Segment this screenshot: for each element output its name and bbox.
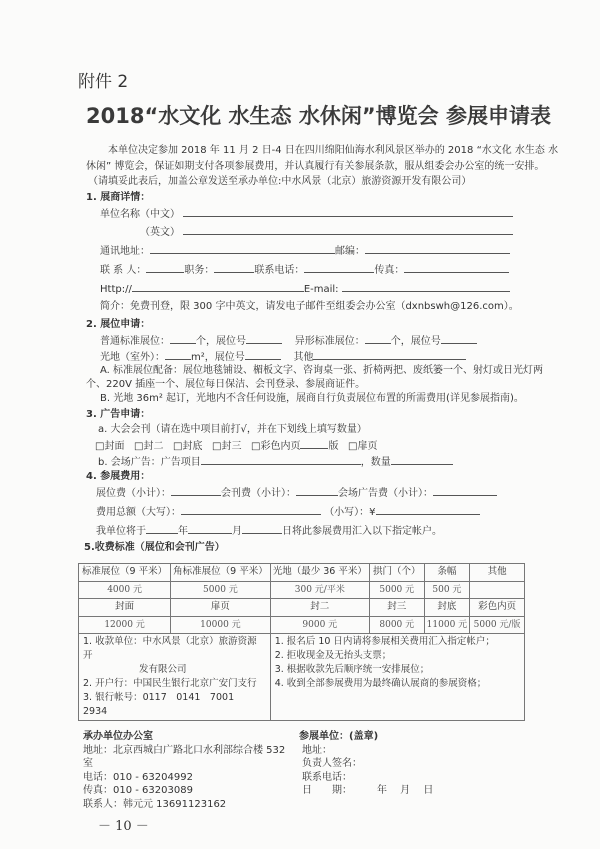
color-page-count[interactable]	[300, 438, 328, 449]
price-cell: 9000 元	[270, 616, 369, 634]
fax-label: 传真：	[374, 265, 405, 276]
contact-row	[100, 262, 509, 278]
price-cell: 4000 元	[79, 581, 171, 599]
table-header: 彩色内页	[470, 599, 525, 617]
price-cell: 10000 元	[171, 616, 271, 634]
pay-year[interactable]	[146, 523, 178, 534]
postcode-field[interactable]	[365, 243, 510, 254]
table-header: 角标准展位（9 平米）	[171, 564, 271, 582]
name-en-label: （英文）	[140, 227, 180, 238]
table-row	[79, 616, 525, 634]
year-label: 年	[178, 526, 188, 537]
price-cell: 5000 元	[171, 581, 271, 599]
term: 2. 拒收现金及无抬头支票；	[274, 650, 392, 661]
phone-field[interactable]	[304, 262, 374, 273]
table-row	[79, 564, 525, 582]
option-color-page[interactable]: □彩色内页	[251, 441, 301, 452]
price-cell	[470, 581, 525, 599]
table-header: 扉页	[171, 599, 271, 617]
option-flyleaf[interactable]: □扉页	[348, 441, 378, 452]
email-label: E-mail:	[303, 284, 339, 295]
total-label: 费用总额（大写）：	[96, 507, 181, 518]
price-cell: 500 元	[424, 581, 470, 599]
booth-row	[100, 333, 477, 349]
catalog-fee-field[interactable]	[296, 485, 338, 496]
venue-ad-field[interactable]	[201, 454, 361, 465]
footer	[78, 730, 525, 811]
organizer-address: 地址：北京西城白广路北口水利部综合楼 532 室	[83, 744, 286, 769]
land-no-label: m²，展位号	[191, 352, 245, 363]
lower-section	[78, 563, 525, 835]
venue-ad-row	[98, 454, 453, 470]
catalog-fee-label: 会刊费（小计）：	[221, 488, 296, 499]
name-en-field[interactable]	[183, 224, 513, 235]
note-a: A. 标准展位配备：展位地毯铺设、楣板文字、咨询桌一张、折椅两把、废纸篓一个、射灯或日光灯两	[100, 365, 544, 376]
address-label: 通讯地址：	[100, 246, 150, 257]
table-row	[79, 581, 525, 599]
table-header: 其他	[470, 564, 525, 582]
total-lower-field[interactable]	[376, 504, 480, 515]
price-cell: 12000 元	[79, 616, 171, 634]
fee-table	[78, 563, 525, 721]
page-unit: 版	[328, 441, 339, 452]
name-en-row	[140, 224, 513, 240]
total-row	[96, 504, 480, 520]
pay-label: 我单位将于	[96, 526, 146, 537]
http-label: Http://	[100, 284, 132, 295]
land-area[interactable]	[165, 349, 191, 360]
table-header: 封面	[79, 599, 171, 617]
month-label: 月	[232, 526, 242, 537]
booth-fee-field[interactable]	[171, 485, 221, 496]
organizer-fax: 传真：010 - 63203089	[83, 785, 193, 796]
name-cn-label: 单位名称（中文）	[100, 209, 180, 220]
organizer-title: 承办单位办公室	[83, 731, 153, 742]
position-field[interactable]	[214, 262, 254, 273]
price-cell: 300 元/平米	[270, 581, 369, 599]
organizer-office	[78, 730, 291, 811]
exhibitor-signer: 负责人签名：	[302, 758, 362, 769]
intro-line: 休闲” 博览会，保证如期支付各项参展费用，并认真履行有关参展条款，服从组委会办公室的统一安排。	[86, 161, 545, 172]
bank-info-cell	[79, 634, 271, 721]
table-header: 封二	[270, 599, 369, 617]
page-title: 2018“水文化 水生态 水休闲”博览会 参展申请表	[86, 104, 551, 128]
fax-field[interactable]	[404, 262, 509, 273]
table-header: 标准展位（9 平米）	[79, 564, 171, 582]
intro-line: 本单位决定参加 2018 年 11 月 2 日-4 日在四川绵阳仙海水利风景区举办的 2018 “水文化 水生态 水	[108, 145, 559, 156]
email-field[interactable]	[342, 281, 510, 292]
other-field[interactable]	[313, 349, 466, 360]
bank-branch: 2. 开户行：中国民生银行北京广安门支行	[83, 678, 257, 689]
option-back[interactable]: □封底	[173, 441, 203, 452]
pay-note: 日将此参展费用汇入以下指定帐户。	[282, 526, 442, 537]
catalog-instruction: a. 大会会刊（请在选中项目前打√，并在下划线上填写数量）	[98, 424, 367, 435]
fee-row	[96, 485, 497, 501]
option-cover[interactable]: □封面	[95, 441, 125, 452]
bank-account: 3. 银行帐号：0117 0141 7001 2934	[83, 692, 244, 717]
other-label: 其他	[293, 352, 314, 363]
table-header: 封三	[369, 599, 424, 617]
page-number: － 10 －	[98, 819, 149, 834]
section-3-heading: 3. 广告申请：	[86, 409, 151, 420]
table-row	[79, 634, 525, 721]
land-label: 光地（室外）：	[100, 352, 165, 363]
booth-no-label: 个，展位号	[196, 336, 246, 347]
note-b: B. 光地 36m² 起订，光地内不含任何设施，展商自行负责展位布置的所需费用(详见参展指南)。	[100, 393, 524, 404]
venue-ad-label: b. 会场广告：广告项目	[98, 457, 201, 468]
pay-day[interactable]	[242, 523, 282, 534]
pay-month[interactable]	[188, 523, 232, 534]
brief-note: 简介：免费刊登，限 300 字中英文，请发电子邮件至组委会办公室（dxnbswh@126.com）。	[100, 301, 519, 312]
price-cell: 11000 元	[424, 616, 470, 634]
organizer-phone: 电话：010 - 63204992	[83, 771, 193, 783]
land-no[interactable]	[245, 349, 281, 360]
postcode-label: 邮编：	[335, 246, 365, 257]
section-1-heading: 1. 展商详情：	[86, 192, 151, 203]
section-4-heading: 4. 参展费用：	[86, 471, 151, 482]
address-field[interactable]	[150, 243, 335, 254]
total-upper-field[interactable]	[181, 504, 321, 515]
price-cell: 5000 元/版	[470, 616, 525, 634]
booth-no-label: 个，展位号	[390, 336, 441, 347]
odd-booth-no[interactable]	[441, 333, 477, 344]
venue-fee-label: 会场广告费（小计）：	[338, 488, 433, 499]
exhibitor-title: 参展单位：(盖章)	[299, 731, 379, 742]
table-header: 光地（最少 36 平米）	[270, 564, 369, 582]
payment-date-row	[96, 523, 442, 539]
table-header: 拱门（个）	[369, 564, 424, 582]
odd-booth-label: 异形标准展位：	[294, 336, 365, 347]
price-cell: 8000 元	[369, 616, 424, 634]
http-field[interactable]	[132, 281, 304, 292]
address-row	[100, 243, 510, 259]
organizer-contact: 联系人：韩元元 13691123162	[83, 798, 227, 810]
intro-line: （请填妥此表后，加盖公章发送至承办单位:中水风景（北京）旅游资源开发有限公司）	[88, 176, 472, 187]
exhibitor-phone: 联系电话：	[302, 771, 352, 783]
section-5-heading: 5.收费标准（展位和会刊广告）	[84, 542, 225, 553]
bank-payee-cont: 发有限公司	[139, 664, 187, 675]
land-row	[100, 349, 466, 365]
table-row	[79, 599, 525, 617]
section-2-heading: 2. 展位申请：	[86, 319, 151, 330]
venue-fee-field[interactable]	[433, 485, 497, 496]
name-cn-row	[100, 206, 513, 222]
bank-payee: 1. 收款单位：中水风景（北京）旅游资源开	[83, 636, 257, 661]
table-header: 封底	[424, 599, 470, 617]
std-booth-no[interactable]	[246, 333, 282, 344]
std-booth-label: 普通标准展位：	[100, 336, 170, 347]
exhibitor-address: 地址：	[302, 744, 332, 756]
exhibitor-date: 日 期： 年 月 日	[302, 785, 434, 796]
phone-label: 联系电话：	[254, 265, 305, 276]
contact-field[interactable]	[146, 262, 184, 273]
odd-booth-count[interactable]	[365, 333, 391, 344]
payment-terms-cell	[270, 634, 524, 721]
catalog-options	[95, 438, 377, 454]
booth-fee-label: 展位费（小计）：	[96, 488, 171, 499]
table-header: 条幅	[424, 564, 470, 582]
qty-label: ，数量	[360, 457, 391, 468]
contact-label: 联 系 人：	[100, 265, 147, 276]
attachment-label: 附件 2	[78, 72, 129, 92]
name-cn-field[interactable]	[183, 206, 513, 217]
web-row	[100, 281, 510, 297]
total-lower-label: （小写）：¥	[324, 507, 376, 518]
std-booth-count[interactable]	[170, 333, 196, 344]
note-a-cont: 个、220V 插座一个、展位每日保洁、会刊登录、参展商证件。	[86, 379, 366, 390]
term: 1. 报名后 10 日内请将参展相关费用汇入指定帐户；	[274, 636, 495, 647]
qty-field[interactable]	[391, 454, 453, 465]
exhibitor-signature	[291, 730, 525, 811]
term: 4. 收到全部参展费用为最终确认展商的参展资格；	[274, 678, 487, 689]
option-cover3[interactable]: □封三	[212, 441, 242, 452]
option-cover2[interactable]: □封二	[134, 441, 164, 452]
position-label: 职务：	[184, 265, 215, 276]
term: 3. 根据收款先后顺序统一安排展位；	[274, 664, 430, 675]
price-cell: 5000 元	[369, 581, 424, 599]
